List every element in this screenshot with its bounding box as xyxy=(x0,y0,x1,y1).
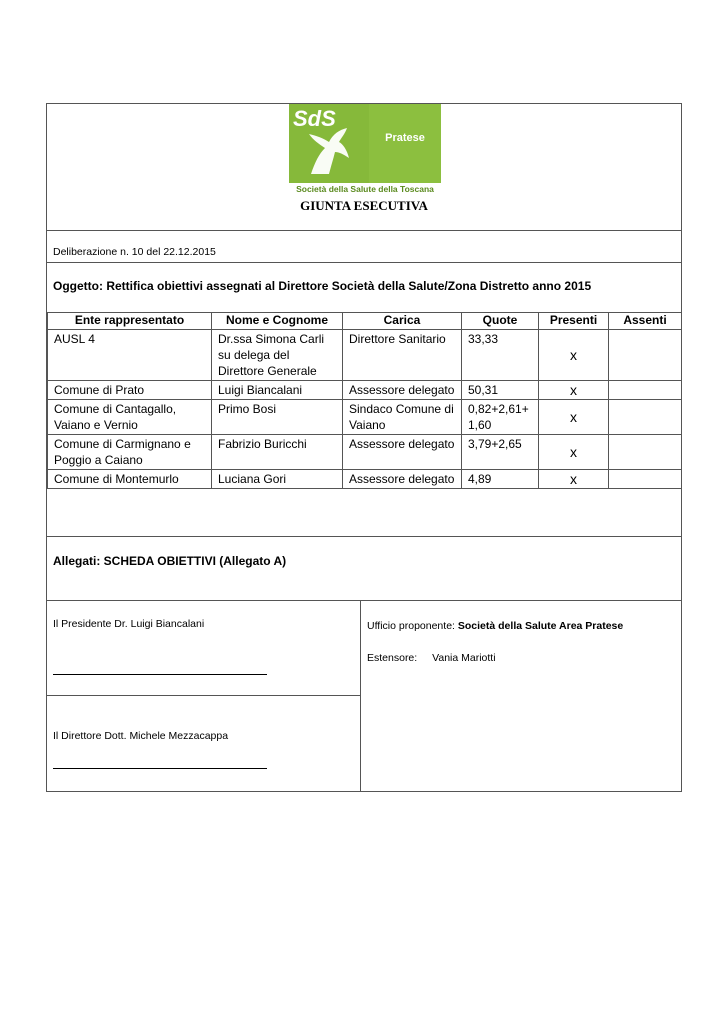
column-header: Presenti xyxy=(539,313,609,330)
cell-ente: Comune di Montemurlo xyxy=(48,470,212,489)
signatures-column xyxy=(47,600,361,791)
cell-assenti xyxy=(609,435,682,470)
cell-assenti xyxy=(609,330,682,381)
cell-nome: Dr.ssa Simona Carli su delega del Direttore Generale xyxy=(212,330,343,381)
deliberazione-row xyxy=(47,230,681,263)
estensore-label: Estensore: xyxy=(367,652,418,664)
cell-presenti: x xyxy=(539,330,609,381)
column-header: Quote xyxy=(462,313,539,330)
presidente-label: Il Presidente Dr. Luigi Biancalani xyxy=(53,618,205,630)
logo-area: Pratese xyxy=(385,132,425,144)
allegati-text: Allegati: SCHEDA OBIETTIVI (Allegato A) xyxy=(53,554,287,568)
column-header: Carica xyxy=(343,313,462,330)
cell-presenti: x xyxy=(539,400,609,435)
presidente-signature xyxy=(47,600,360,696)
cell-nome: Fabrizio Buricchi xyxy=(212,435,343,470)
cell-presenti: x xyxy=(539,381,609,400)
cell-ente: Comune di Cantagallo, Vaiano e Vernio xyxy=(48,400,212,435)
cell-quote: 3,79+2,65 xyxy=(462,435,539,470)
cell-carica: Assessore delegato xyxy=(343,435,462,470)
cell-ente: AUSL 4 xyxy=(48,330,212,381)
sds-logo xyxy=(289,104,441,194)
direttore-label: Il Direttore Dott. Michele Mezzacappa xyxy=(53,730,229,742)
cell-presenti: x xyxy=(539,435,609,470)
estensore xyxy=(367,652,496,664)
cell-presenti: x xyxy=(539,470,609,489)
oggetto-row xyxy=(47,262,681,312)
members-table xyxy=(47,312,682,489)
blank-row xyxy=(47,487,681,537)
logo-mark: SdS xyxy=(293,106,336,131)
column-header: Ente rappresentato xyxy=(48,313,212,330)
cell-quote: 33,33 xyxy=(462,330,539,381)
cell-carica: Sindaco Comune di Vaiano xyxy=(343,400,462,435)
ufficio-proponente xyxy=(367,620,623,632)
cell-ente: Comune di Prato xyxy=(48,381,212,400)
ufficio-label: Ufficio proponente: xyxy=(367,620,455,632)
signature-line xyxy=(53,768,267,769)
column-header: Nome e Cognome xyxy=(212,313,343,330)
ufficio-value: Società della Salute Area Pratese xyxy=(457,620,624,632)
cell-carica: Direttore Sanitario xyxy=(343,330,462,381)
cell-carica: Assessore delegato xyxy=(343,381,462,400)
logo-subtitle: Società della Salute della Toscana xyxy=(296,184,434,194)
column-header: Assenti xyxy=(609,313,682,330)
document-header xyxy=(47,104,681,231)
table-row xyxy=(48,470,682,489)
deliberazione-text: Deliberazione n. 10 del 22.12.2015 xyxy=(53,246,216,258)
oggetto-text: Oggetto: Rettifica obiettivi assegnati al Direttore Società della Salute/Zona Distretto anno 2015 xyxy=(53,279,592,293)
cell-assenti xyxy=(609,381,682,400)
cell-carica: Assessore delegato xyxy=(343,470,462,489)
estensore-value: Vania Mariotti xyxy=(432,652,496,664)
table-row xyxy=(48,381,682,400)
direttore-signature xyxy=(47,696,360,791)
signature-line xyxy=(53,674,267,675)
cell-assenti xyxy=(609,400,682,435)
table-header-row xyxy=(48,313,682,330)
table-row xyxy=(48,400,682,435)
cell-quote: 0,82+2,61+ 1,60 xyxy=(462,400,539,435)
cell-nome: Luigi Biancalani xyxy=(212,381,343,400)
header-title: GIUNTA ESECUTIVA xyxy=(300,198,428,213)
table-row xyxy=(48,435,682,470)
document-frame xyxy=(46,103,682,792)
table-row xyxy=(48,330,682,381)
cell-nome: Primo Bosi xyxy=(212,400,343,435)
cell-ente: Comune di Carmignano e Poggio a Caiano xyxy=(48,435,212,470)
cell-quote: 50,31 xyxy=(462,381,539,400)
allegati-row xyxy=(47,536,681,601)
cell-quote: 4,89 xyxy=(462,470,539,489)
cell-nome: Luciana Gori xyxy=(212,470,343,489)
cell-assenti xyxy=(609,470,682,489)
